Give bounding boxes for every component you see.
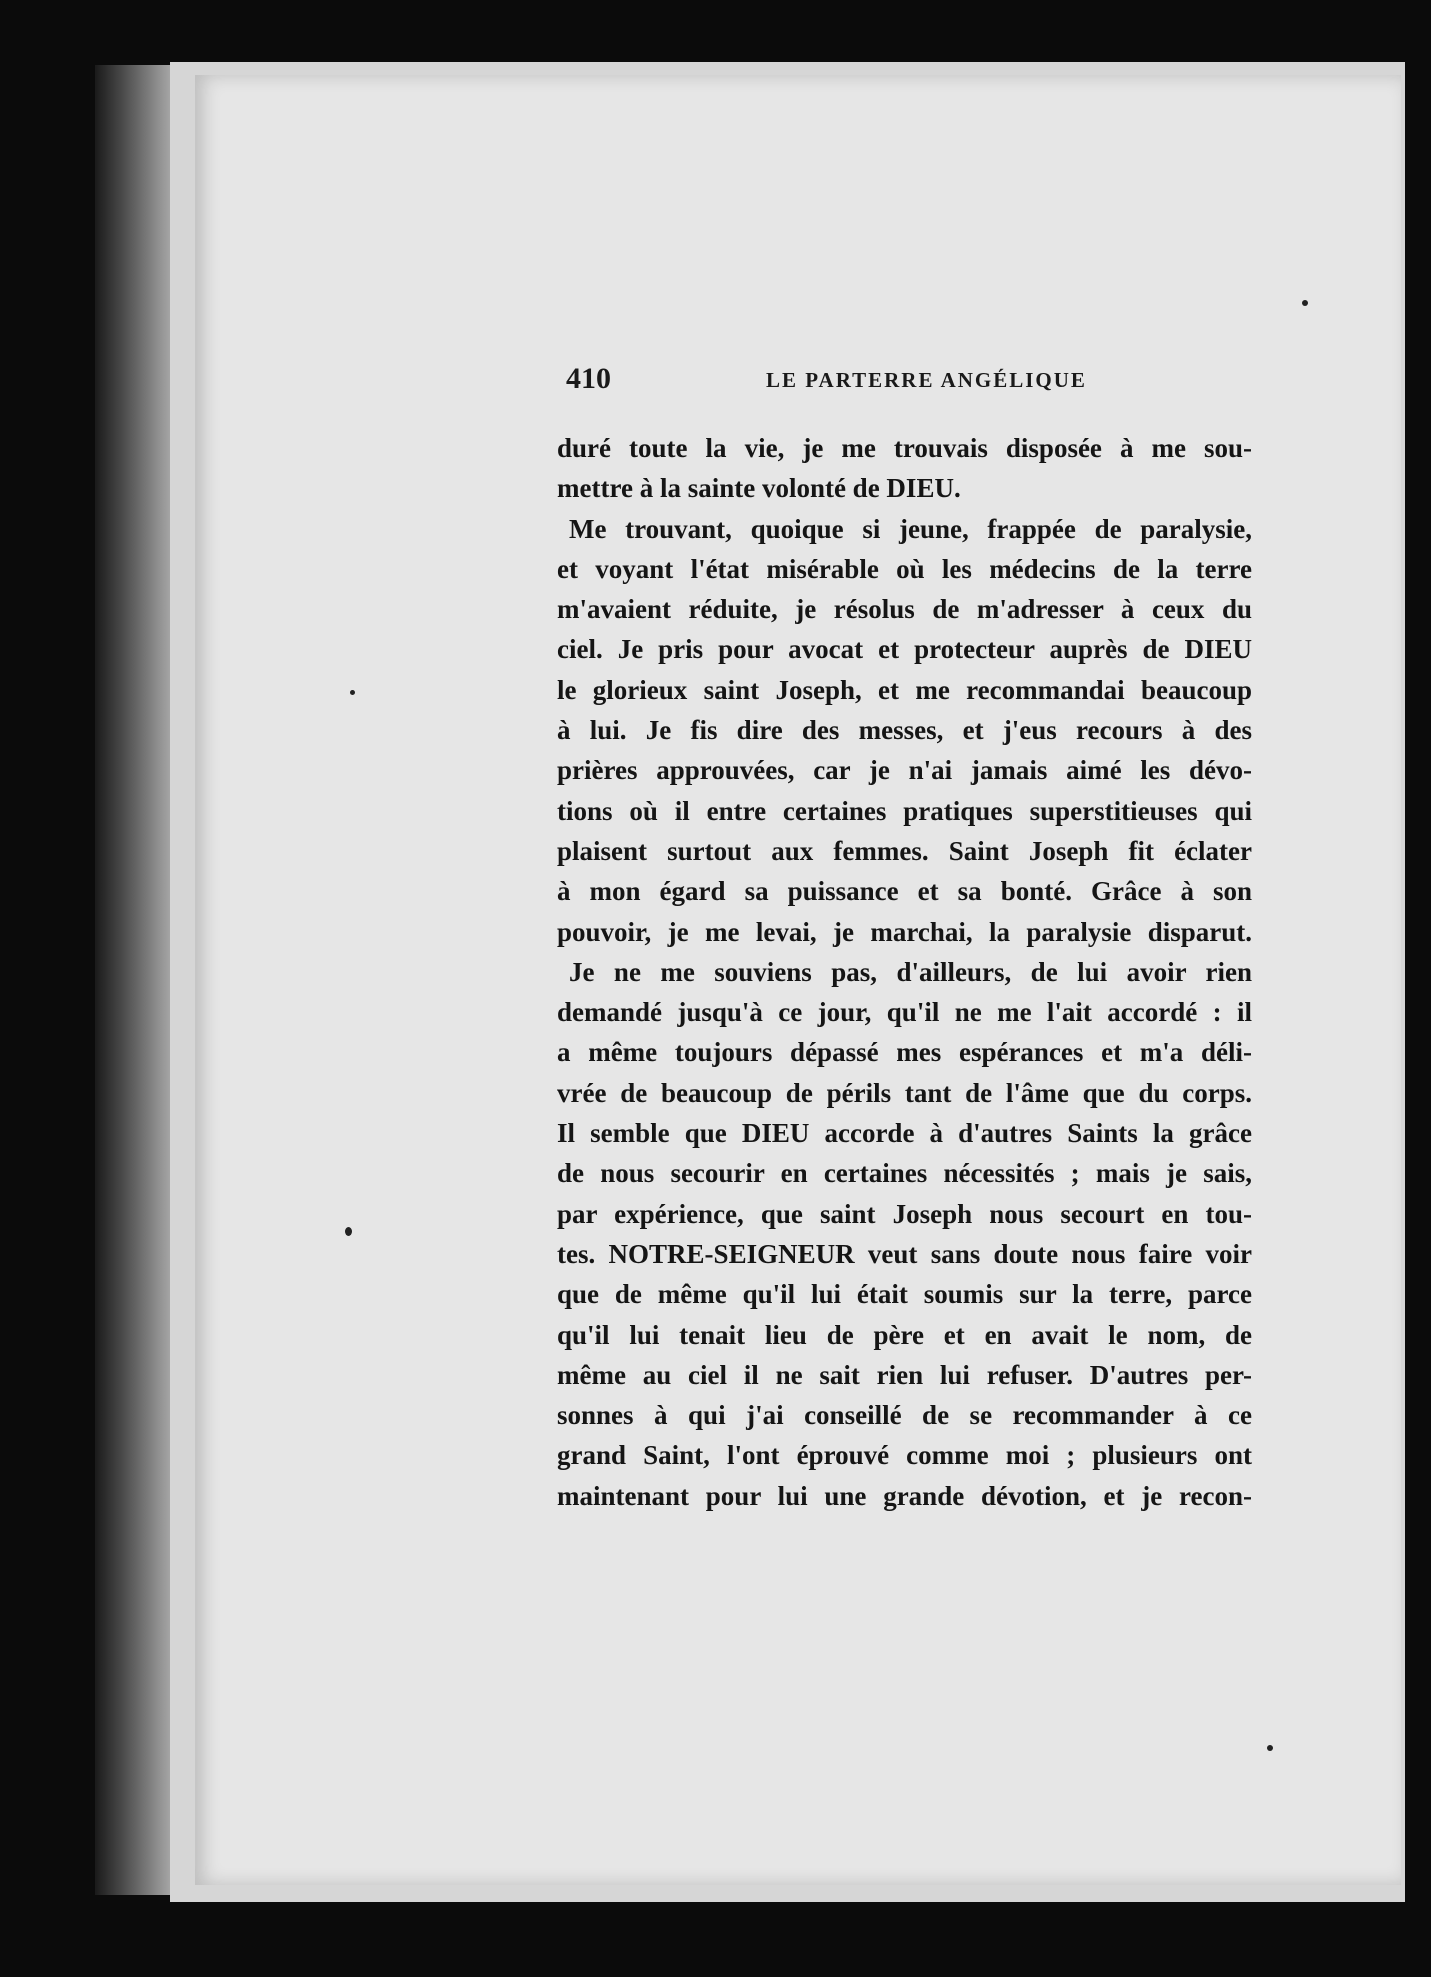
text-line: maintenant pour lui une grande dévotion, et je recon- (557, 1480, 1252, 1511)
ink-speck (1302, 300, 1308, 306)
text-line: duré toute la vie, je me trouvais disposée à me sou- (557, 433, 1252, 463)
text-line: prières approuvées, car je n'ai jamais aimé les dévo- (557, 755, 1252, 786)
page-number: 410 (566, 362, 611, 395)
text-line: de nous secourir en certaines nécessités ; mais je sais, (557, 1158, 1252, 1189)
text-line: Il semble que DIEU accorde à d'autres Saints la grâce (557, 1118, 1252, 1149)
text-line: sonnes à qui j'ai conseillé de se recommander à ce (557, 1400, 1252, 1431)
text-line: à mon égard sa puissance et sa bonté. Grâce à son (557, 876, 1252, 907)
ink-speck (350, 690, 355, 695)
body-text (557, 428, 1252, 1516)
ink-speck (1267, 1745, 1273, 1751)
text-line: tions où il entre certaines pratiques superstitieuses qui (557, 795, 1252, 826)
text-line: qu'il lui tenait lieu de père et en avait le nom, de (557, 1319, 1252, 1350)
running-head: LE PARTERRE ANGÉLIQUE (766, 368, 1087, 392)
text-line: même au ciel il ne sait rien lui refuser. D'autres per- (557, 1359, 1252, 1390)
text-line: grand Saint, l'ont éprouvé comme moi ; plusieurs ont (557, 1440, 1252, 1471)
text-line: que de même qu'il lui était soumis sur la terre, parce (557, 1279, 1252, 1310)
text-line: plaisent surtout aux femmes. Saint Joseph fit éclater (557, 835, 1252, 866)
text-line: et voyant l'état misérable où les médecins de la terre (557, 553, 1252, 584)
text-line: m'avaient réduite, je résolus de m'adresser à ceux du (557, 594, 1252, 625)
text-line: à lui. Je fis dire des messes, et j'eus recours à des (557, 715, 1252, 746)
text-line: demandé jusqu'à ce jour, qu'il ne me l'ait accordé : il (557, 997, 1252, 1028)
text-line: Me trouvant, quoique si jeune, frappée de paralysie, (569, 513, 1252, 544)
text-line: par expérience, que saint Joseph nous secourt en tou- (557, 1198, 1252, 1229)
text-line: ciel. Je pris pour avocat et protecteur auprès de DIEU (557, 634, 1252, 665)
text-line: le glorieux saint Joseph, et me recommandai beaucoup (557, 674, 1252, 705)
text-line: Je ne me souviens pas, d'ailleurs, de lui avoir rien (569, 956, 1252, 987)
text-line: tes. NOTRE-SEIGNEUR veut sans doute nous faire voir (557, 1238, 1252, 1269)
text-line: a même toujours dépassé mes espérances et m'a déli- (557, 1037, 1252, 1068)
text-line: pouvoir, je me levai, je marchai, la paralysie disparut. (557, 916, 1252, 947)
text-line: mettre à la sainte volonté de DIEU. (557, 473, 961, 504)
page-header (566, 362, 1256, 402)
text-line: vrée de beaucoup de périls tant de l'âme que du corps. (557, 1077, 1252, 1108)
ink-speck (345, 1227, 352, 1236)
